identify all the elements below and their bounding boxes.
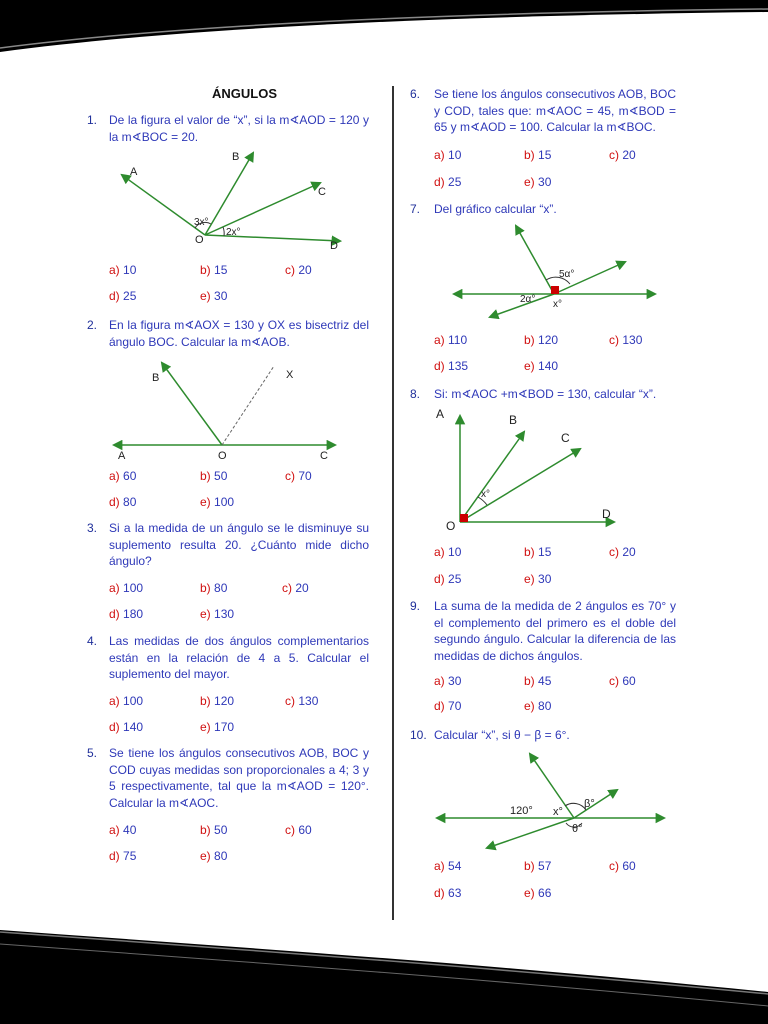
option-a[interactable]: a) 60 — [109, 469, 137, 483]
label-b: B — [232, 151, 240, 163]
label-c: C — [318, 186, 326, 198]
option-c[interactable]: c) 130 — [285, 694, 319, 708]
option-e[interactable]: e) 130 — [200, 607, 235, 621]
angle-3x: 3x° — [194, 217, 209, 228]
option-a[interactable]: a) 10 — [434, 148, 462, 162]
question-text: Si a la medida de un ángulo se le disminuye su suplemento resulta 20. ¿Cuánto mide dicho ángulo? — [109, 521, 369, 568]
question-text: De la figura el valor de “x”, si la m∢AOD = 120 y la m∢BOC = 20. — [109, 113, 369, 144]
question-text: Si: m∢AOC +m∢BOD = 130, calcular “x”. — [434, 387, 657, 401]
option-a[interactable]: a) 10 — [109, 263, 137, 277]
angle-beta: β° — [584, 798, 595, 810]
option-d[interactable]: d) 25 — [434, 572, 462, 586]
option-d[interactable]: d) 135 — [434, 359, 469, 373]
question-text: La suma de la medida de 2 ángulos es 70° y el complemento del primero es el doble del segundo ángulo. Calcular la diferencia de las medidas de dichos ángulos. — [434, 599, 676, 663]
question-number: 2. — [87, 318, 98, 332]
option-b[interactable]: b) 57 — [524, 859, 552, 873]
angle-x: x° — [481, 489, 490, 500]
option-b[interactable]: b) 15 — [200, 263, 228, 277]
question-number: 1. — [87, 113, 98, 127]
option-b[interactable]: b) 15 — [524, 148, 552, 162]
option-c[interactable]: c) 20 — [609, 148, 636, 162]
option-e[interactable]: e) 30 — [524, 572, 552, 586]
label-a: A — [130, 166, 138, 178]
question-text: Las medidas de dos ángulos complementarios están en la relación de 4 a 5. Calcular el suplemento del mayor. — [109, 634, 369, 681]
option-d[interactable]: d) 180 — [109, 607, 144, 621]
option-a[interactable]: a) 40 — [109, 823, 137, 837]
option-c[interactable]: c) 70 — [285, 469, 312, 483]
option-e[interactable]: e) 140 — [524, 359, 559, 373]
question-number: 8. — [410, 387, 421, 401]
label-o: O — [446, 519, 456, 532]
angle-5a: 5α° — [559, 269, 575, 280]
option-e[interactable]: e) 30 — [200, 289, 228, 303]
bottom-decorative-band — [0, 930, 768, 1024]
option-e[interactable]: e) 170 — [200, 720, 235, 734]
figure-q7 — [450, 222, 660, 322]
label-d: D — [602, 507, 611, 521]
option-a[interactable]: a) 100 — [109, 581, 144, 595]
option-a[interactable]: a) 54 — [434, 859, 462, 873]
question-text: Se tiene los ángulos consecutivos AOB, BOC y COD, tales que: m∢AOC = 45, m∢BOD = 65 y m∢AOD = 100. Calcular la m∢BOC. — [434, 87, 676, 134]
option-a[interactable]: a) 10 — [434, 545, 462, 559]
option-d[interactable]: d) 70 — [434, 699, 462, 713]
label-a: A — [436, 407, 445, 421]
figure-q10 — [432, 748, 670, 853]
label-b: B — [152, 372, 160, 384]
top-decorative-band — [0, 0, 768, 70]
option-d[interactable]: d) 140 — [109, 720, 144, 734]
option-b[interactable]: b) 80 — [200, 581, 228, 595]
option-c[interactable]: c) 60 — [285, 823, 312, 837]
option-d[interactable]: d) 80 — [109, 495, 137, 509]
angle-x: x° — [553, 299, 562, 310]
question-number: 4. — [87, 634, 98, 648]
label-b: B — [509, 413, 518, 427]
option-c[interactable]: c) 20 — [282, 581, 309, 595]
option-b[interactable]: b) 120 — [200, 694, 235, 708]
label-x: X — [286, 369, 294, 381]
option-d[interactable]: d) 63 — [434, 886, 462, 900]
question-number: 7. — [410, 202, 421, 216]
option-c[interactable]: c) 130 — [609, 333, 643, 347]
figure-q2 — [110, 358, 345, 463]
label-a: A — [118, 450, 126, 462]
option-b[interactable]: b) 50 — [200, 823, 228, 837]
question-number: 3. — [87, 521, 98, 535]
figure-q1 — [110, 145, 355, 255]
option-d[interactable]: d) 75 — [109, 849, 137, 863]
label-c: C — [561, 431, 570, 445]
angle-2x: 2x° — [226, 227, 241, 238]
label-o: O — [195, 234, 204, 246]
option-c[interactable]: c) 20 — [609, 545, 636, 559]
option-e[interactable]: e) 100 — [200, 495, 235, 509]
option-d[interactable]: d) 25 — [434, 175, 462, 189]
option-e[interactable]: e) 30 — [524, 175, 552, 189]
option-b[interactable]: b) 15 — [524, 545, 552, 559]
question-number: 5. — [87, 746, 98, 760]
angle-120: 120° — [510, 805, 533, 817]
option-b[interactable]: b) 120 — [524, 333, 559, 347]
option-d[interactable]: d) 25 — [109, 289, 137, 303]
option-c[interactable]: c) 20 — [285, 263, 312, 277]
option-a[interactable]: a) 30 — [434, 674, 462, 688]
option-e[interactable]: e) 80 — [524, 699, 552, 713]
column-divider — [392, 86, 394, 920]
angle-x: x° — [553, 806, 563, 818]
figure-q8 — [432, 402, 622, 532]
question-text: Calcular “x”, si θ − β = 6°. — [434, 728, 570, 742]
label-d: D — [330, 240, 338, 252]
option-c[interactable]: c) 60 — [609, 859, 636, 873]
question-number: 9. — [410, 599, 421, 613]
angle-2a: 2α° — [520, 294, 536, 305]
option-b[interactable]: b) 50 — [200, 469, 228, 483]
question-text: Se tiene los ángulos consecutivos AOB, BOC y COD cuyas medidas son proporcionales a 4; 3 y 5 respectivamente, tal que la m∢AOD = 120°. Calcular la m∢AOC. — [109, 746, 369, 810]
label-c: C — [320, 450, 328, 462]
angle-theta: θ° — [572, 823, 583, 835]
label-o: O — [218, 450, 227, 462]
question-text: Del gráfico calcular “x”. — [434, 202, 557, 216]
option-c[interactable]: c) 60 — [609, 674, 636, 688]
page-title: ÁNGULOS — [212, 86, 277, 101]
question-number: 6. — [410, 87, 421, 101]
option-a[interactable]: a) 100 — [109, 694, 144, 708]
option-b[interactable]: b) 45 — [524, 674, 552, 688]
option-e[interactable]: e) 80 — [200, 849, 228, 863]
question-number: 10. — [410, 728, 427, 742]
question-text: En la figura m∢AOX = 130 y OX es bisectriz del ángulo BOC. Calcular la m∢AOB. — [109, 318, 369, 349]
option-e[interactable]: e) 66 — [524, 886, 552, 900]
option-a[interactable]: a) 110 — [434, 333, 468, 347]
